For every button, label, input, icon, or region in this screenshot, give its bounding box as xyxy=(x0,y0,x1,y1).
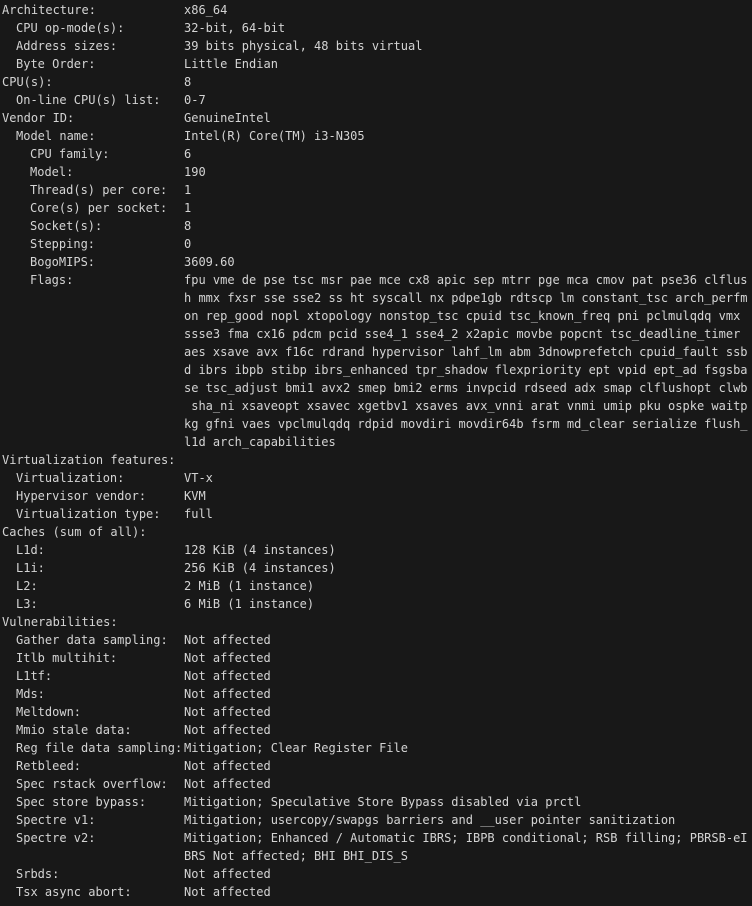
field-label: Spec rstack overflow: xyxy=(16,777,168,791)
field-value xyxy=(184,145,746,163)
lscpu-line xyxy=(0,199,752,217)
field-value xyxy=(184,667,746,685)
field-value xyxy=(184,613,746,631)
field-value-line: h mmx fxsr sse sse2 ss ht syscall nx pdpe1gb rdtscp lm constant_tsc arch_perfm xyxy=(184,291,748,305)
lscpu-line xyxy=(0,55,752,73)
lscpu-line xyxy=(0,775,752,793)
field-label: Mds: xyxy=(16,687,45,701)
field-label: Byte Order: xyxy=(16,57,96,71)
field-value xyxy=(184,55,746,73)
field-value xyxy=(184,883,746,901)
field-label: Caches (sum of all): xyxy=(2,525,147,539)
field-value xyxy=(184,541,746,559)
field-value xyxy=(184,37,746,55)
field-value xyxy=(184,109,746,127)
field-value-line: 190 xyxy=(184,165,206,179)
field-label: On-line CPU(s) list: xyxy=(16,93,161,107)
field-label: Flags: xyxy=(30,273,74,287)
field-label: Srbds: xyxy=(16,867,60,881)
field-value-line: 128 KiB (4 instances) xyxy=(184,543,336,557)
field-label: Virtualization features: xyxy=(2,453,176,467)
lscpu-line xyxy=(0,181,752,199)
field-value-line: ssse3 fma cx16 pdcm pcid sse4_1 sse4_2 x2apic movbe popcnt tsc_deadline_timer xyxy=(184,327,741,341)
field-value xyxy=(184,559,746,577)
lscpu-line xyxy=(0,73,752,91)
lscpu-line xyxy=(0,667,752,685)
field-value-line: Mitigation; usercopy/swapgs barriers and __user pointer sanitization xyxy=(184,813,676,827)
field-label: Virtualization: xyxy=(16,471,125,485)
field-label: Meltdown: xyxy=(16,705,82,719)
field-value xyxy=(184,685,746,703)
field-value xyxy=(184,127,746,145)
field-value-line: Intel(R) Core(TM) i3-N305 xyxy=(184,129,365,143)
field-value-line: 3609.60 xyxy=(184,255,235,269)
field-value-line: 8 xyxy=(184,219,192,233)
field-label: Socket(s): xyxy=(30,219,103,233)
lscpu-line xyxy=(0,865,752,883)
field-value-line: 256 KiB (4 instances) xyxy=(184,561,336,575)
field-value xyxy=(184,91,746,109)
field-label: Gather data sampling: xyxy=(16,633,168,647)
field-value xyxy=(184,703,746,721)
field-label: Hypervisor vendor: xyxy=(16,489,147,503)
field-value-line: Not affected xyxy=(184,723,271,737)
field-value-line xyxy=(184,613,746,631)
field-value xyxy=(184,199,746,217)
lscpu-line xyxy=(0,217,752,235)
field-value-line: on rep_good nopl xtopology nonstop_tsc cpuid tsc_known_freq pni pclmulqdq vmx xyxy=(184,309,741,323)
lscpu-line xyxy=(0,253,752,271)
field-value xyxy=(184,793,746,811)
field-value-line: Not affected xyxy=(184,651,271,665)
lscpu-line xyxy=(0,595,752,613)
lscpu-line xyxy=(0,883,752,901)
field-label: CPU(s): xyxy=(2,75,53,89)
field-value-line: Mitigation; Clear Register File xyxy=(184,741,408,755)
field-label: Virtualization type: xyxy=(16,507,161,521)
field-value-line: 1 xyxy=(184,183,192,197)
field-value xyxy=(184,721,746,739)
field-value xyxy=(184,253,746,271)
field-value-line: GenuineIntel xyxy=(184,111,271,125)
field-value-line: x86_64 xyxy=(184,3,228,17)
lscpu-line xyxy=(0,757,752,775)
lscpu-line xyxy=(0,631,752,649)
field-value-line: aes xsave avx f16c rdrand hypervisor lahf_lm abm 3dnowprefetch cpuid_fault ssb xyxy=(184,345,748,359)
field-label: Reg file data sampling: xyxy=(16,741,183,755)
field-label: CPU op-mode(s): xyxy=(16,21,125,35)
field-value-line: BRS Not affected; BHI BHI_DIS_S xyxy=(184,849,408,863)
field-value xyxy=(184,523,746,541)
field-value xyxy=(184,217,746,235)
field-value-line: se tsc_adjust bmi1 avx2 smep bmi2 erms invpcid rdseed adx smap clflushopt clwb xyxy=(184,381,748,395)
field-value xyxy=(184,577,746,595)
field-value-line: 39 bits physical, 48 bits virtual xyxy=(184,39,423,53)
field-label: Model name: xyxy=(16,129,96,143)
field-value xyxy=(184,829,746,865)
field-value xyxy=(184,631,746,649)
field-value xyxy=(184,775,746,793)
field-label: Spectre v2: xyxy=(16,831,96,845)
lscpu-line xyxy=(0,649,752,667)
lscpu-line xyxy=(0,91,752,109)
lscpu-line xyxy=(0,19,752,37)
field-value-line: 6 MiB (1 instance) xyxy=(184,597,315,611)
field-value-line: 0 xyxy=(184,237,192,251)
lscpu-line xyxy=(0,721,752,739)
field-value xyxy=(184,181,746,199)
field-label: BogoMIPS: xyxy=(30,255,96,269)
field-label: Model: xyxy=(30,165,74,179)
lscpu-line xyxy=(0,235,752,253)
field-value-line: 8 xyxy=(184,75,192,89)
field-value xyxy=(184,757,746,775)
field-value xyxy=(184,505,746,523)
lscpu-line xyxy=(0,469,752,487)
lscpu-line xyxy=(0,145,752,163)
lscpu-line xyxy=(0,1,752,19)
field-value-line: full xyxy=(184,507,213,521)
field-value-line: kg gfni vaes vpclmulqdq rdpid movdiri movdir64b fsrm md_clear serialize flush_ xyxy=(184,417,748,431)
field-value-line xyxy=(184,451,746,469)
field-value xyxy=(184,1,746,19)
field-value-line: 6 xyxy=(184,147,192,161)
field-value-line: 2 MiB (1 instance) xyxy=(184,579,315,593)
field-value-line: sha_ni xsaveopt xsavec xgetbv1 xsaves avx_vnni arat vnmi umip pku ospke waitp xyxy=(184,399,748,413)
lscpu-line xyxy=(0,451,752,469)
field-label: Architecture: xyxy=(2,3,96,17)
lscpu-line xyxy=(0,487,752,505)
field-label: L1tf: xyxy=(16,669,53,683)
field-value-line: Mitigation; Enhanced / Automatic IBRS; IBPB conditional; RSB filling; PBRSB-eI xyxy=(184,831,748,845)
lscpu-line xyxy=(0,793,752,811)
field-value xyxy=(184,73,746,91)
field-value xyxy=(184,163,746,181)
field-label: L1i: xyxy=(16,561,45,575)
field-value-line: 0-7 xyxy=(184,93,206,107)
field-value xyxy=(184,739,746,757)
field-value-line: Not affected xyxy=(184,885,271,899)
lscpu-line xyxy=(0,109,752,127)
field-value-line: Not affected xyxy=(184,633,271,647)
field-value xyxy=(184,451,746,469)
field-value-line: d ibrs ibpb stibp ibrs_enhanced tpr_shadow flexpriority ept vpid ept_ad fsgsba xyxy=(184,363,748,377)
field-value-line: Not affected xyxy=(184,759,271,773)
lscpu-line xyxy=(0,829,752,865)
field-label: CPU family: xyxy=(30,147,110,161)
lscpu-line xyxy=(0,685,752,703)
field-value-line: l1d arch_capabilities xyxy=(184,435,336,449)
field-value-line: Not affected xyxy=(184,867,271,881)
lscpu-line xyxy=(0,739,752,757)
field-value xyxy=(184,649,746,667)
field-value-line: Not affected xyxy=(184,669,271,683)
field-value-line: Mitigation; Speculative Store Bypass disabled via prctl xyxy=(184,795,582,809)
field-label: Address sizes: xyxy=(16,39,118,53)
field-value-line: VT-x xyxy=(184,471,213,485)
field-value xyxy=(184,487,746,505)
field-value-line: 1 xyxy=(184,201,192,215)
lscpu-line xyxy=(0,37,752,55)
lscpu-line xyxy=(0,271,752,451)
field-value xyxy=(184,235,746,253)
field-label: Itlb multihit: xyxy=(16,651,118,665)
field-value-line: 32-bit, 64-bit xyxy=(184,21,286,35)
field-value-line: KVM xyxy=(184,489,206,503)
field-value-line xyxy=(184,523,746,541)
field-label: Core(s) per socket: xyxy=(30,201,168,215)
field-value-line: Not affected xyxy=(184,777,271,791)
field-value-line: Little Endian xyxy=(184,57,278,71)
field-label: Spec store bypass: xyxy=(16,795,147,809)
field-value xyxy=(184,19,746,37)
field-value xyxy=(184,469,746,487)
lscpu-line xyxy=(0,541,752,559)
field-label: L1d: xyxy=(16,543,45,557)
lscpu-line xyxy=(0,559,752,577)
lscpu-line xyxy=(0,613,752,631)
field-label: Thread(s) per core: xyxy=(30,183,168,197)
lscpu-line xyxy=(0,577,752,595)
field-label: Tsx async abort: xyxy=(16,885,132,899)
field-value xyxy=(184,595,746,613)
lscpu-line xyxy=(0,703,752,721)
lscpu-line xyxy=(0,811,752,829)
lscpu-line xyxy=(0,523,752,541)
field-value-line: fpu vme de pse tsc msr pae mce cx8 apic sep mtrr pge mca cmov pat pse36 clflus xyxy=(184,273,748,287)
field-label: Retbleed: xyxy=(16,759,82,773)
field-value-line: Not affected xyxy=(184,687,271,701)
field-label: L2: xyxy=(16,579,38,593)
field-value xyxy=(184,811,746,829)
lscpu-line xyxy=(0,163,752,181)
lscpu-line xyxy=(0,505,752,523)
field-label: Stepping: xyxy=(30,237,96,251)
field-label: Mmio stale data: xyxy=(16,723,132,737)
field-label: Vulnerabilities: xyxy=(2,615,118,629)
field-label: Spectre v1: xyxy=(16,813,96,827)
field-value-line: Not affected xyxy=(184,705,271,719)
field-label: L3: xyxy=(16,597,38,611)
field-label: Vendor ID: xyxy=(2,111,75,125)
field-value xyxy=(184,865,746,883)
field-value xyxy=(184,271,746,451)
lscpu-line xyxy=(0,127,752,145)
